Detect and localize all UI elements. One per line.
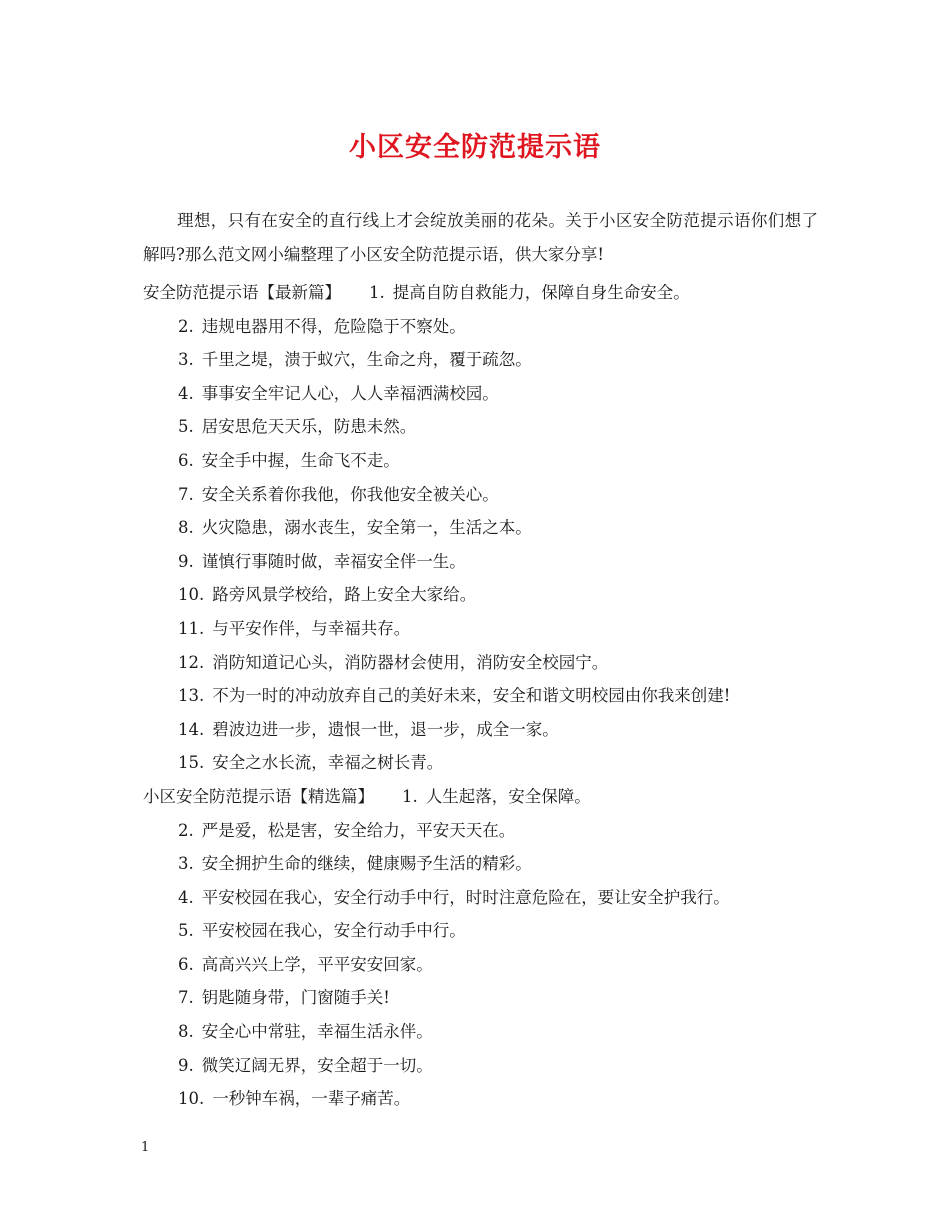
item-text: 与平安作伴，与幸福共存。 — [212, 618, 411, 638]
item-number: 13. — [178, 686, 205, 706]
item-number: 5. — [178, 921, 194, 941]
item-number: 6. — [178, 450, 194, 470]
item-text: 高高兴兴上学，平平安安回家。 — [201, 954, 433, 974]
list-item — [143, 847, 823, 881]
list-item — [143, 646, 823, 680]
item-text: 居安思危天天乐，防患未然。 — [201, 417, 417, 437]
list-item — [143, 881, 823, 915]
list-item — [143, 578, 823, 612]
list-item — [143, 1082, 823, 1116]
list-item — [143, 814, 823, 848]
item-number: 10. — [178, 1089, 205, 1109]
item-text: 人生起落，安全保障。 — [425, 786, 591, 806]
item-text: 消防知道记心头，消防器材会使用，消防安全校园宁。 — [212, 652, 609, 672]
section-heading: 小区安全防范提示语【精选篇】 — [143, 786, 374, 806]
list-item — [143, 612, 823, 646]
item-text: 谨慎行事随时做，幸福安全伴一生。 — [201, 551, 466, 571]
item-text: 安全之水长流，幸福之树长青。 — [212, 753, 444, 773]
item-text: 违规电器用不得，危险隐于不察处。 — [201, 316, 466, 336]
item-number: 9. — [178, 1055, 194, 1075]
item-number: 7. — [178, 484, 194, 504]
section-heading-line — [143, 276, 823, 310]
item-text: 安全心中常驻，幸福生活永伴。 — [201, 1022, 433, 1042]
item-text: 钥匙随身带，门窗随手关! — [201, 988, 390, 1008]
item-text: 提高自防自救能力，保障自身生命安全。 — [392, 283, 690, 302]
list-item — [143, 746, 823, 780]
list-item — [143, 948, 823, 982]
list-item — [143, 377, 823, 411]
item-number: 4. — [178, 383, 194, 403]
item-number: 3. — [178, 854, 194, 874]
item-text: 安全拥护生命的继续，健康赐予生活的精彩。 — [201, 854, 532, 874]
list-item — [143, 343, 823, 377]
item-text: 安全关系着你我他，你我他安全被关心。 — [201, 484, 499, 504]
item-number: 3. — [178, 350, 194, 370]
item-text: 火灾隐患，溺水丧生，安全第一，生活之本。 — [201, 518, 532, 538]
list-item — [143, 1049, 823, 1083]
item-number: 1. — [402, 786, 418, 806]
item-text: 一秒钟车祸，一辈子痛苦。 — [212, 1089, 411, 1109]
item-text: 严是爱，松是害，安全给力，平安天天在。 — [201, 820, 516, 840]
item-number: 8. — [178, 1022, 194, 1042]
list-item — [143, 410, 823, 444]
list-item — [143, 981, 823, 1015]
item-number: 9. — [178, 551, 194, 571]
page-title: 小区安全防范提示语 — [349, 132, 601, 163]
item-text: 千里之堤，溃于蚁穴，生命之舟，覆于疏忽。 — [201, 350, 532, 370]
list-item — [143, 545, 823, 579]
item-number: 6. — [178, 954, 194, 974]
item-number: 8. — [178, 518, 194, 538]
list-item — [143, 1015, 823, 1049]
item-number: 15. — [178, 753, 205, 773]
content-body — [143, 276, 823, 1116]
item-number: 14. — [178, 719, 205, 739]
list-item — [143, 713, 823, 747]
item-text: 平安校园在我心，安全行动手中行。 — [201, 921, 466, 941]
item-number: 2. — [178, 316, 194, 336]
item-number: 11. — [178, 618, 205, 638]
list-item — [143, 444, 823, 478]
item-text: 不为一时的冲动放弃自己的美好未来，安全和谐文明校园由你我来创建! — [212, 686, 731, 706]
item-number: 7. — [178, 988, 194, 1008]
list-item — [143, 679, 823, 713]
item-text: 平安校园在我心，安全行动手中行，时时注意危险在，要让安全护我行。 — [201, 887, 730, 907]
list-item — [143, 310, 823, 344]
item-text: 安全手中握，生命飞不走。 — [201, 450, 400, 470]
item-number: 1. — [369, 283, 385, 302]
list-item — [143, 511, 823, 545]
item-text: 路旁风景学校给，路上安全大家给。 — [212, 585, 477, 605]
section-heading: 安全防范提示语【最新篇】 — [143, 283, 341, 302]
item-number: 5. — [178, 417, 194, 437]
section-heading-line — [143, 780, 823, 814]
item-text: 微笑辽阔无界，安全超于一切。 — [201, 1055, 433, 1075]
list-item — [143, 914, 823, 948]
item-number: 4. — [178, 887, 194, 907]
list-item — [143, 478, 823, 512]
item-text: 碧波边进一步，遗恨一世，退一步，成全一家。 — [212, 719, 559, 739]
item-text: 事事安全牢记人心，人人幸福洒满校园。 — [201, 383, 499, 403]
item-number: 2. — [178, 820, 194, 840]
item-number: 12. — [178, 652, 205, 672]
intro-paragraph: 理想，只有在安全的直行线上才会绽放美丽的花朵。关于小区安全防范提示语你们想了解吗?那么范文网小编整理了小区安全防范提示语，供大家分享! — [143, 211, 818, 264]
page-number: 1 — [141, 1140, 150, 1155]
item-number: 10. — [178, 585, 205, 605]
